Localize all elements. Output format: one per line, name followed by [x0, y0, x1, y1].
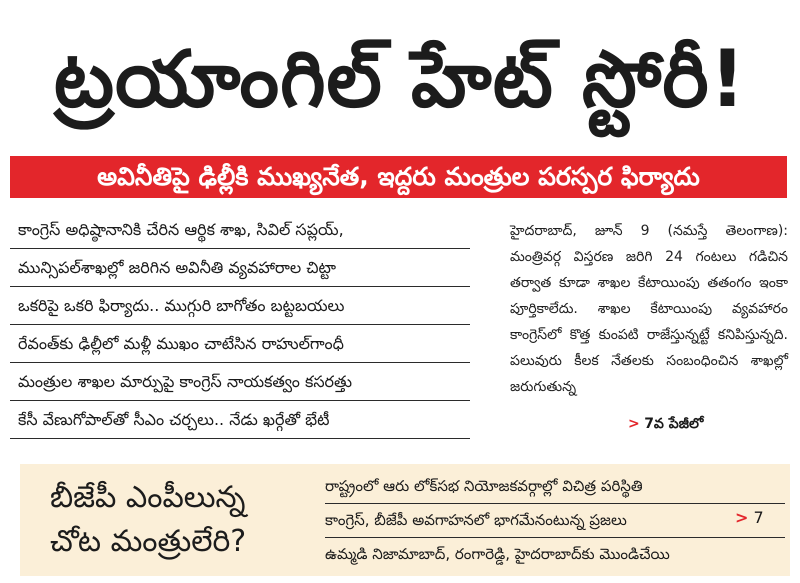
page-ref: 7వ పేజీలో	[644, 416, 704, 432]
story-body	[488, 218, 788, 400]
chevron-right-icon: >	[735, 508, 749, 527]
related-title-line2: చోట మంత్రులేరి?	[50, 524, 247, 559]
highlight-item: కేసీ వేణుగోపాల్‌తో సీఎం చర్చలు.. నేడు ఖర్గేతో భేటీ	[10, 402, 470, 439]
highlight-item: రేవంత్‌కు ఢిల్లీలో మళ్లీ ముఖం చాటేసిన రాహుల్‌గాంధీ	[10, 326, 470, 363]
chevron-right-icon: >	[628, 416, 640, 432]
headline: ట్రయాంగిల్ హేట్ స్టోరీ!	[53, 35, 747, 125]
highlight-item: కాంగ్రెస్ అధిష్ఠానానికి చేరిన ఆర్థిక శాఖ, సివిల్ సప్లయ్,	[10, 212, 470, 249]
related-title-line1: బీజేపీ ఎంపీలున్న	[50, 480, 246, 515]
related-point: కాంగ్రెస్, బీజేపీ అవగాహనలో భాగమేనంటున్న ప్రజలు	[325, 504, 785, 538]
highlight-item: ఒకరిపై ఒకరి ఫిర్యాదు.. ముగ్గురి బాగోతం బట్టబయలు	[10, 288, 470, 325]
related-point: రాష్ట్రంలో ఆరు లోక్‌సభ నియోజకవర్గాల్లో విచిత్ర పరిస్థితి	[325, 470, 785, 504]
related-story-box	[20, 464, 790, 576]
subheadline-banner: అవినీతిపై ఢిల్లీకి ముఖ్యనేత, ఇద్దరు మంత్రుల పరస్పర ఫిర్యాదు	[10, 156, 787, 198]
related-points-list	[325, 470, 785, 571]
related-story-title	[50, 476, 330, 564]
highlight-item: మున్సిపల్‌శాఖల్లో జరిగిన అవినీతి వ్యవహారాల చిట్టా	[10, 250, 470, 287]
highlights-list	[10, 212, 470, 440]
related-page-ref[interactable]	[735, 508, 764, 527]
related-point: ఉమ్మడి నిజామాబాద్, రంగారెడ్డి, హైదరాబాద్‌కు మొండిచేయి	[325, 545, 670, 563]
highlight-item: మంత్రుల శాఖల మార్పుపై కాంగ్రెస్ నాయకత్వం కసరత్తు	[10, 364, 470, 401]
continued-ref[interactable]	[628, 416, 703, 435]
story-text: హైదరాబాద్, జూన్ 9 (నమస్తే తెలంగాణ): మంత్రివర్గ విస్తరణ జరిగి 24 గంటలు గడిచిన తర్వాత కూడా శాఖల కేటాయింపు తతంగం ఇంకా పూర్తికాలేదు. శాఖల కేటాయింపు వ్యవహారం కాంగ్రెస్‌లో కొత్త కుంపటి రాజేస్తున్నట్టే కనిపిస్తున్నది. పలువురు కీలక నేతలకు సంబంధించిన శాఖల్లో జరుగుతున్న	[510, 223, 788, 395]
related-page-number: 7	[753, 508, 764, 527]
